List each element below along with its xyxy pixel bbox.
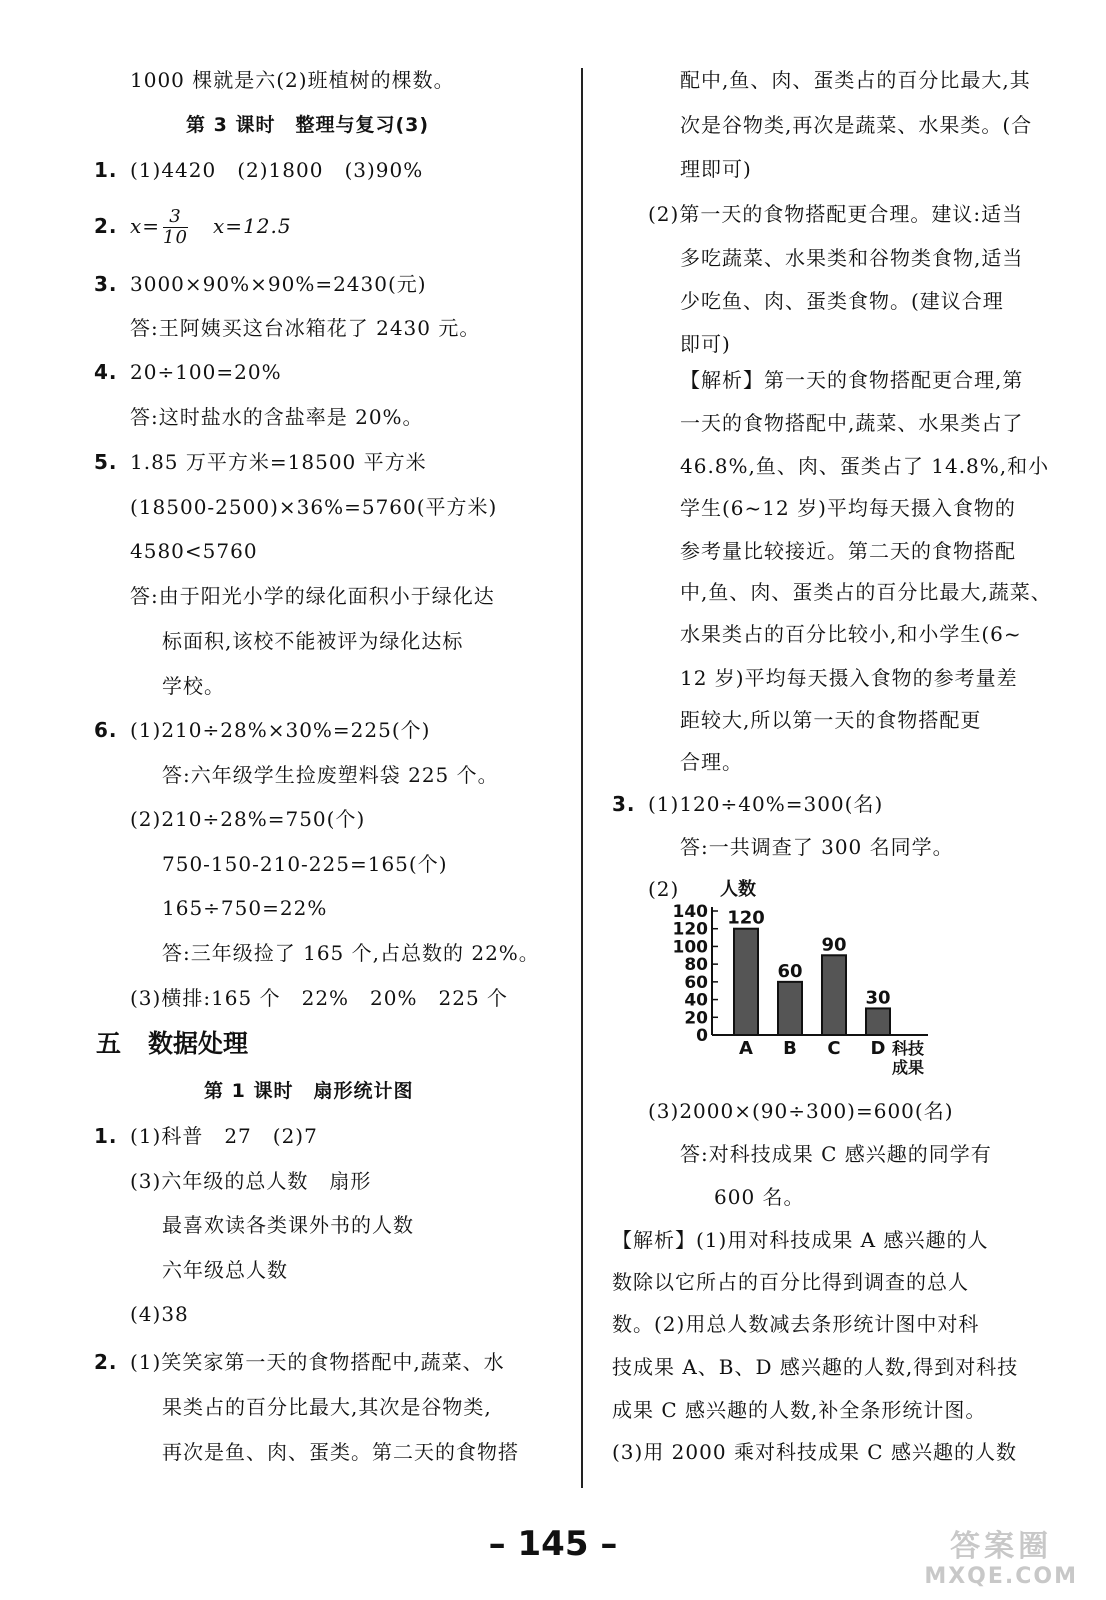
answer-line: 学校。	[162, 674, 225, 698]
category-label: C	[827, 1038, 841, 1059]
answer-line: (1)4420 (2)1800 (3)90%	[130, 158, 424, 182]
analysis-line: 技成果 A、B、D 感兴趣的人数,得到对科技	[612, 1355, 1019, 1379]
bar-C	[822, 955, 846, 1035]
analysis-line: 46.8%,鱼、肉、蛋类占了 14.8%,和小	[680, 454, 1050, 478]
y-tick-label: 120	[672, 919, 708, 940]
answer-line: (1)笑笑家第一天的食物搭配中,蔬菜、水	[130, 1350, 505, 1374]
question-number: 3.	[94, 272, 118, 296]
answer-line: (1)210÷28%×30%=225(个)	[130, 718, 431, 742]
watermark-text: 答案圈	[950, 1529, 1053, 1564]
equation-line	[130, 204, 292, 248]
bar-D	[866, 1008, 890, 1035]
watermark-url: MXQE.COM	[924, 1564, 1078, 1589]
y-tick-label: 100	[672, 937, 708, 958]
analysis-line: 中,鱼、肉、蛋类占的百分比最大,蔬菜、	[680, 580, 1052, 604]
y-tick-label: 60	[684, 972, 708, 993]
data-label: 30	[865, 987, 891, 1009]
text-line: 即可)	[680, 332, 731, 356]
bar-A	[734, 929, 758, 1035]
answer-line: 750-150-210-225=165(个)	[162, 852, 448, 876]
y-tick-label: 40	[684, 990, 708, 1011]
equation-x1: x=	[130, 214, 161, 238]
data-label: 60	[777, 960, 803, 982]
text-line: 多吃蔬菜、水果类和谷物类食物,适当	[680, 246, 1024, 270]
answer-line: 3000×90%×90%=2430(元)	[130, 272, 427, 296]
category-label: A	[739, 1038, 753, 1059]
y-tick-label: 0	[696, 1026, 708, 1046]
category-label: B	[783, 1038, 797, 1059]
question-number: 1.	[94, 158, 118, 182]
answer-line: 答:这时盐水的含盐率是 20%。	[130, 405, 424, 429]
y-axis-label: 人数	[720, 879, 756, 900]
answer-line: 600 名。	[714, 1185, 805, 1209]
section-title: 数据处理	[148, 1029, 249, 1058]
answer-line: 答:一共调查了 300 名同学。	[680, 835, 954, 859]
text-line: 次是谷物类,再次是蔬菜、水果类。(合	[680, 113, 1033, 137]
fraction-denominator: 10	[163, 227, 188, 248]
answer-line: (2)	[648, 877, 680, 901]
analysis-line: 【解析】(1)用对科技成果 A 感兴趣的人	[612, 1228, 989, 1252]
data-label: 90	[821, 934, 847, 956]
answer-line: 4580<5760	[130, 539, 258, 563]
analysis-line: 距较大,所以第一天的食物搭配更	[680, 708, 982, 732]
answer-line: 再次是鱼、肉、蛋类。第二天的食物搭	[162, 1440, 519, 1464]
answer-line: (3)2000×(90÷300)=600(名)	[648, 1099, 954, 1123]
answer-line: (2)210÷28%=750(个)	[130, 807, 366, 831]
question-number: 2.	[94, 214, 118, 238]
answer-line: 1.85 万平方米=18500 平方米	[130, 450, 427, 474]
y-tick-label: 80	[684, 955, 708, 976]
answer-line: (18500-2500)×36%=5760(平方米)	[130, 495, 498, 519]
answer-line: (1)科普 27 (2)7	[130, 1124, 318, 1148]
data-label: 120	[727, 907, 765, 929]
analysis-line: 数除以它所占的百分比得到调查的总人	[612, 1270, 969, 1294]
category-label: D	[870, 1038, 886, 1059]
section-number: 五	[96, 1029, 122, 1058]
analysis-line: 数。(2)用总人数减去条形统计图中对科	[612, 1312, 980, 1336]
question-number: 3.	[612, 792, 636, 816]
answer-line: (3)横排:165 个 22% 20% 225 个	[130, 986, 509, 1010]
equation-x2: x=12.5	[213, 214, 292, 238]
answer-line: 答:由于阳光小学的绿化面积小于绿化达	[130, 584, 495, 608]
analysis-line: 成果 C 感兴趣的人数,补全条形统计图。	[612, 1398, 987, 1422]
question-number: 1.	[94, 1124, 118, 1148]
answer-line: 答:对科技成果 C 感兴趣的同学有	[680, 1142, 992, 1166]
analysis-line: 合理。	[680, 750, 743, 774]
answer-line: 答:王阿姨买这台冰箱花了 2430 元。	[130, 316, 481, 340]
column-divider	[581, 68, 583, 1488]
answer-line: 165÷750=22%	[162, 896, 328, 920]
chart-bars	[727, 908, 890, 1059]
y-tick-label: 20	[684, 1008, 708, 1029]
text-line: 配中,鱼、肉、蛋类占的百分比最大,其	[680, 68, 1031, 92]
x-axis-label: 成果	[892, 1058, 925, 1077]
bar-B	[778, 982, 802, 1035]
answer-line: (3)六年级的总人数 扇形	[130, 1169, 372, 1193]
answer-line: 果类占的百分比最大,其次是谷物类,	[162, 1395, 492, 1419]
answer-line: 六年级总人数	[162, 1258, 288, 1282]
page-number: – 145 –	[488, 1524, 618, 1564]
question-number: 6.	[94, 718, 118, 742]
text-line: 理即可)	[680, 157, 752, 181]
analysis-line: 【解析】第一天的食物搭配更合理,第	[680, 368, 1024, 392]
answer-line: 最喜欢读各类课外书的人数	[162, 1213, 414, 1237]
lesson-title: 第 1 课时 扇形统计图	[204, 1080, 414, 1102]
question-number: 4.	[94, 360, 118, 384]
question-number: 5.	[94, 450, 118, 474]
fraction	[163, 207, 188, 248]
analysis-line: 12 岁)平均每天摄入食物的参考量差	[680, 666, 1018, 690]
analysis-line: 学生(6~12 岁)平均每天摄入食物的	[680, 496, 1016, 520]
answer-line: 答:三年级捡了 165 个,占总数的 22%。	[162, 941, 540, 965]
fraction-numerator: 3	[163, 207, 188, 228]
answer-line: 答:六年级学生捡废塑料袋 225 个。	[162, 763, 499, 787]
answer-line: 20÷100=20%	[130, 360, 282, 384]
answer-line: (1)120÷40%=300(名)	[648, 792, 884, 816]
text-line: (2)第一天的食物搭配更合理。建议:适当	[648, 202, 1024, 226]
analysis-line: (3)用 2000 乘对科技成果 C 感兴趣的人数	[612, 1440, 1017, 1464]
analysis-line: 水果类占的百分比较小,和小学生(6~	[680, 622, 1022, 646]
text-line: 少吃鱼、肉、蛋类食物。(建议合理	[680, 289, 1004, 313]
lesson-title: 第 3 课时 整理与复习(3)	[186, 114, 430, 136]
watermark-logo	[924, 1530, 1078, 1590]
text-line: 1000 棵就是六(2)班植树的棵数。	[130, 68, 455, 92]
x-axis-label: 科技	[892, 1039, 925, 1058]
analysis-line: 一天的食物搭配中,蔬菜、水果类占了	[680, 411, 1024, 435]
answer-line: (4)38	[130, 1302, 189, 1326]
bar-chart	[670, 873, 980, 1078]
question-number: 2.	[94, 1350, 118, 1374]
answer-line: 标面积,该校不能被评为绿化达标	[162, 629, 464, 653]
analysis-line: 参考量比较接近。第二天的食物搭配	[680, 539, 1016, 563]
y-tick-label: 140	[672, 902, 708, 922]
